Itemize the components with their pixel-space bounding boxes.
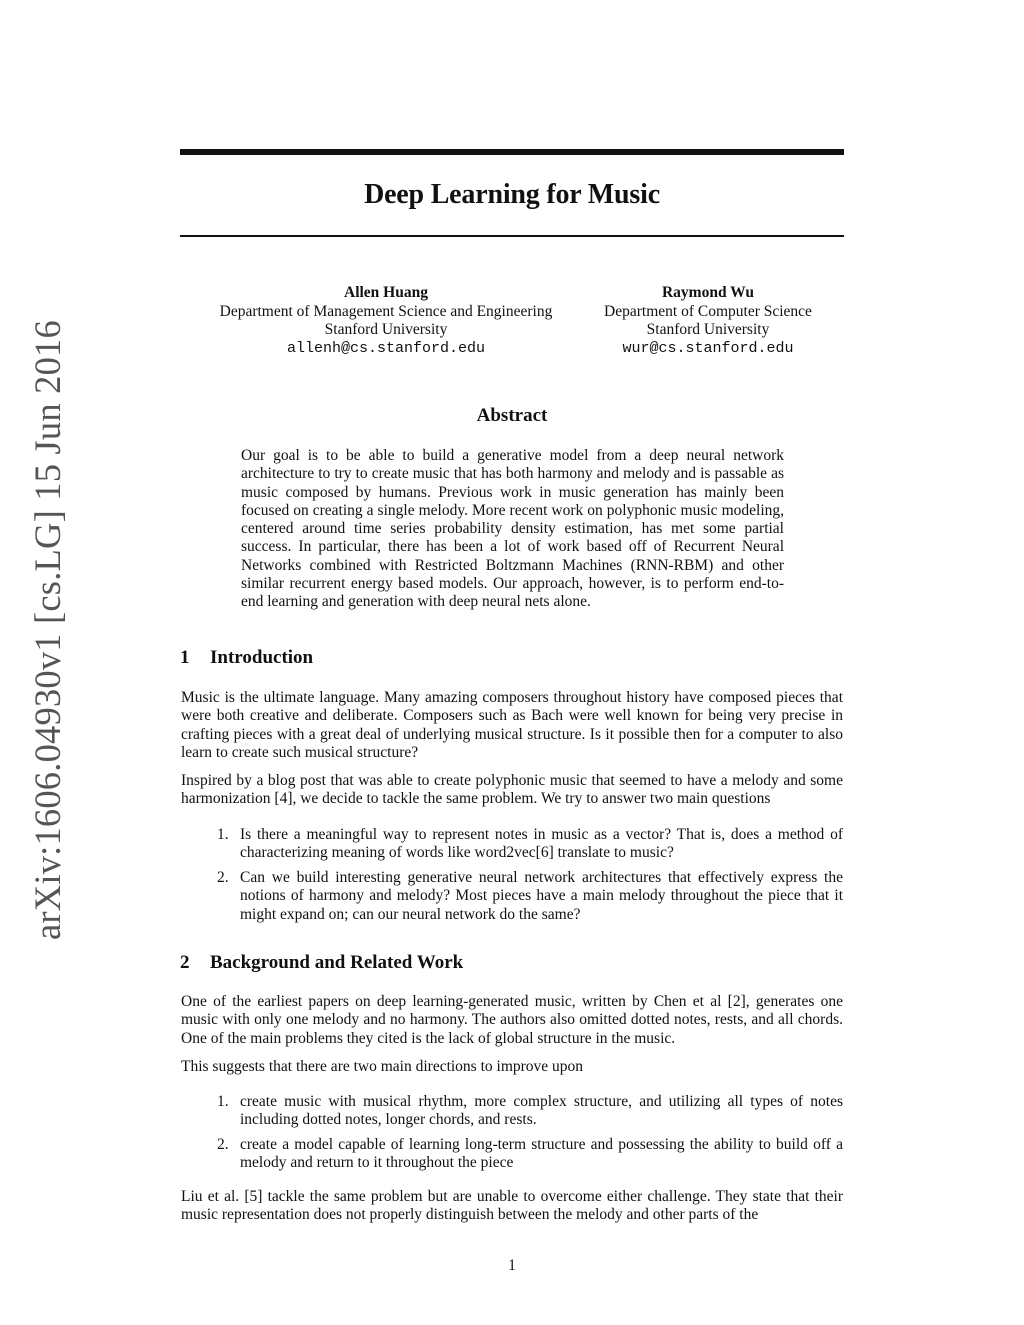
author-email[interactable]: allenh@cs.stanford.edu: [286, 339, 486, 357]
section-title: Background and Related Work: [210, 952, 464, 973]
list-number: 1.: [217, 826, 229, 843]
list-number: 1.: [217, 1093, 229, 1110]
list-number: 2.: [217, 868, 229, 886]
paragraph: One of the earliest papers on deep learning-generated music, written by Chen et al [2], generates one music with only one melody and no harmony. The authors also omitted dotted notes, rests, and all chords. One of the main problems they cited is the lack of global structure in the music.: [181, 993, 843, 1047]
section-number: 1: [180, 647, 190, 668]
page-number: 1: [508, 1257, 516, 1274]
list-text: create a model capable of learning long-term structure and possessing the ability to build off a melody and return to it throughout the piece: [240, 1135, 843, 1172]
section-title: Introduction: [210, 647, 314, 668]
author-institution: Stanford University: [646, 321, 770, 338]
list-text: Is there a meaningful way to represent notes in music as a vector? That is, does a method of characterizing meaning of words like word2vec[6] translate to music?: [240, 826, 843, 862]
list-item: [181, 1136, 843, 1173]
paper-title: Deep Learning for Music: [364, 179, 660, 210]
author-email[interactable]: wur@cs.stanford.edu: [622, 339, 794, 357]
title-rule-bottom: [180, 235, 844, 237]
section-heading-background: [180, 951, 463, 975]
list-item: [181, 1093, 843, 1130]
author-2: [592, 284, 824, 358]
list-item: [181, 826, 843, 863]
list-item: [181, 869, 843, 924]
author-name: Allen Huang: [344, 284, 428, 301]
question-list: [181, 826, 843, 930]
author-name: Raymond Wu: [661, 284, 755, 301]
arxiv-stamp: arXiv:1606.04930v1 [cs.LG] 15 Jun 2016: [27, 320, 68, 940]
paragraph: This suggests that there are two main directions to improve upon: [181, 1058, 584, 1075]
author-institution: Stanford University: [324, 321, 448, 338]
direction-list: [181, 1093, 843, 1179]
paragraph: Inspired by a blog post that was able to create polyphonic music that seemed to have a melody and some harmonization [4], we decide to tackle the same problem. We try to answer two main questions: [181, 772, 843, 808]
section-number: 2: [180, 952, 190, 973]
author-affiliation: Department of Computer Science: [604, 302, 812, 320]
paragraph: Music is the ultimate language. Many amazing composers throughout history have composed pieces that were both creative and deliberate. Composers such as Bach were well known for being very precise in crafting pieces with a great deal of underlying musical structure. Is it possible then for a computer to also learn to create such musical structure?: [181, 689, 843, 762]
list-text: Can we build interesting generative neural network architectures that effectively express the notions of harmony and melody? Most pieces have a main melody throughout the piece that it might expand on; can our neural network do the same?: [240, 868, 843, 923]
title-rule-top: [180, 149, 844, 155]
section-heading-introduction: [180, 646, 313, 670]
author-block: [180, 284, 844, 364]
abstract-text: Our goal is to be able to build a generative model from a deep neural network architecture to try to create music that has both harmony and melody and is passable as music composed by humans. Previous work in music generation has mainly been focused on creating a single melody. More recent work on polyphonic music modeling, centered around time series probability density estimation, has met some partial success. In particular, there has been a lot of work based off of Recurrent Neural Networks combined with Restricted Boltzmann Machines (RNN-RBM) and other similar recurrent energy based models. Our approach, however, is to perform end-to-end learning and generation with deep neural nets alone.: [241, 447, 784, 611]
list-text: create music with musical rhythm, more complex structure, and utilizing all types of notes including dotted notes, longer chords, and rests.: [240, 1093, 843, 1129]
abstract-heading: Abstract: [476, 405, 548, 426]
paragraph: Liu et al. [5] tackle the same problem but are unable to overcome either challenge. They state that their music representation does not properly distinguish between the melody and other parts of the: [181, 1188, 843, 1224]
list-number: 2.: [217, 1135, 229, 1153]
author-affiliation: Department of Management Science and Engineering: [219, 302, 553, 320]
author-1: [184, 284, 588, 358]
